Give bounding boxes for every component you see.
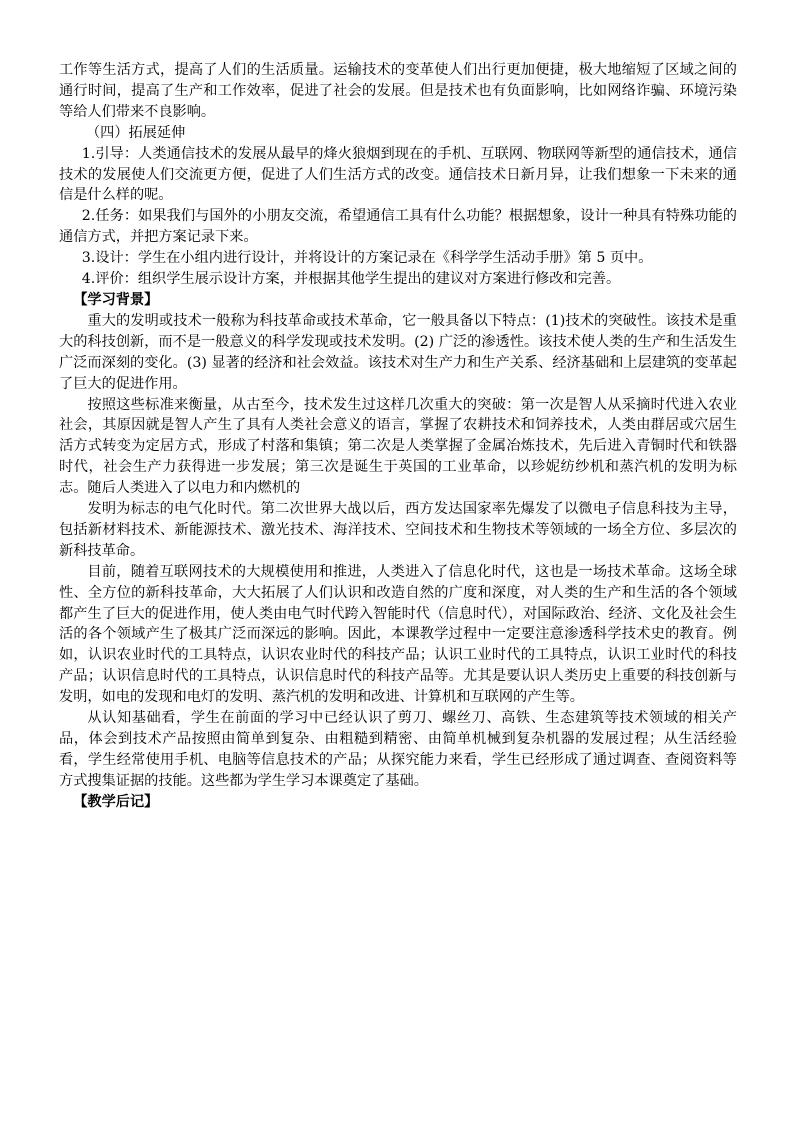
paragraph-background-5: 从认知基础看，学生在前面的学习中已经认识了剪刀、螺丝刀、高铁、生态建筑等技术领域的相关产品，体会到技术产品按照由简单到复杂、由粗糙到精密、由简单机械到复杂机器的发展过程；从生活经验看，学生经常使用手机、电脑等信息技术的产品；从探究能力来看，学生已经形成了通过调查、查阅资料等方式搜集证据的技能。这些都为学生学习本课奠定了基础。 [59, 710, 737, 789]
paragraph-background-2: 按照这些标准来衡量，从古至今，技术发生过这样几次重大的突破：第一次是智人从采摘时代进入农业社会，其原因就是智人产生了具有人类社会意义的语言，掌握了农耕技术和饲养技术，人类由群居或穴居生活方式转变为定居方式，形成了村落和集镇；第二次是人类掌握了金属冶炼技术，先后进入青铜时代和铁器时代，社会生产力获得进一步发展；第三次是诞生于英国的工业革命，以珍妮纺纱机和蒸汽机的发明为标志。随后人类进入了以电力和内燃机的 [59, 396, 737, 497]
paragraph-evaluation: 4.评价：组织学生展示设计方案，并根据其他学生提出的建议对方案进行修改和完善。 [81, 271, 621, 288]
paragraph-background-3: 发明为标志的电气化时代。第二次世界大战以后，西方发达国家率先爆发了以微电子信息科技为主导，包括新材料技术、新能源技术、激光技术、海洋技术、空间技术和生物技术等领域的一场全方位、多层次的新科技革命。 [59, 501, 737, 559]
paragraph-background-1: 重大的发明或技术一般称为科技革命或技术革命，它一般具备以下特点：(1)技术的突破性。该技术是重大的科技创新，而不是一般意义的科学发现或技术发明。(2) 广泛的渗透性。该技术使人类的生产和生活发生广泛而深刻的变化。(3) 显著的经济和社会效益。该技术对生产力和生产关系、经济基础和上层建筑的变革起了巨大的促进作用。 [59, 312, 737, 392]
section-heading-background: 【学习背景】 [73, 291, 159, 308]
paragraph-guide: 1.引导：人类通信技术的发展从最早的烽火狼烟到现在的手机、互联网、物联网等新型的通信技术，通信技术的发展使人们交流更方便，促进了人们生活方式的改变。通信技术日新月异，让我们想象一下未来的通信是什么样的呢。 [59, 145, 737, 204]
section-heading-postscript: 【教学后记】 [73, 793, 159, 810]
document-page [59, 60, 737, 813]
paragraph-background-4: 目前，随着互联网技术的大规模使用和推进，人类进入了信息化时代，这也是一场技术革命。这场全球性、全方位的新科技革命，大大拓展了人们认识和改造自然的广度和深度，对人类的生产和生活的各个领域都产生了巨大的促进作用，使人类由电气时代跨入智能时代（信息时代），对国际政治、经济、文化及社会生活的各个领域产生了极其广泛而深远的影响。因此，本课教学过程中一定要注意渗透科学技术史的教育。例如，认识农业时代的工具特点，认识农业时代的科技产品；认识工业时代的工具特点，认识工业时代的科技产品；认识信息时代的工具特点，认识信息时代的科技产品等。尤其是要认识人类历史上重要的科技创新与发明，如电的发现和电灯的发明、蒸汽机的发明和改进、计算机和互联网的产生等。 [59, 563, 737, 706]
paragraph-intro: 工作等生活方式，提高了人们的生活质量。运输技术的变革使人们出行更加便捷，极大地缩短了区域之间的通行时间，提高了生产和工作效率，促进了社会的发展。但是技术也有负面影响，比如网络诈骗、环境污染等给人们带来不良影响。 [59, 62, 737, 120]
paragraph-task: 2.任务：如果我们与国外的小朋友交流，希望通信工具有什么功能？根据想象，设计一种具有特殊功能的通信方式，并把方案记录下来。 [59, 208, 737, 246]
paragraph-design: 3.设计：学生在小组内进行设计，并将设计的方案记录在《科学学生活动手册》第 5 页中。 [81, 250, 653, 267]
section-heading-extension: （四）拓展延伸 [85, 124, 186, 141]
